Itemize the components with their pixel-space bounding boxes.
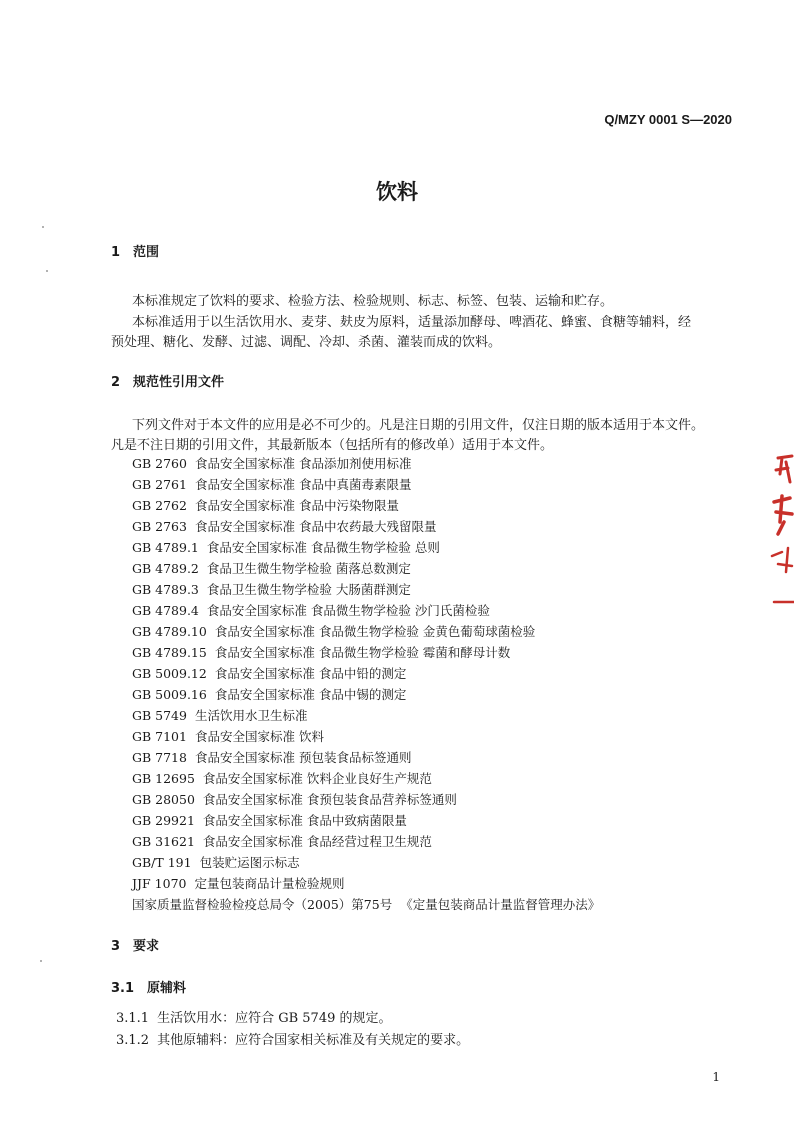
reference-code: GB 12695: [132, 771, 195, 786]
reference-code: GB 4789.15: [132, 645, 207, 660]
reference-title: 食品安全国家标准 食品微生物学检验 沙门氏菌检验: [206, 603, 490, 618]
scan-speck: [40, 960, 42, 962]
reference-title: 食品安全国家标准 食品中真菌毒素限量: [194, 477, 412, 492]
scan-speck: [46, 270, 48, 272]
reference-title: 食品安全国家标准 食品中致病菌限量: [202, 813, 407, 828]
reference-item: [132, 643, 510, 661]
reference-code: 国家质量监督检验检疫总局令（2005）第75号: [132, 897, 393, 912]
reference-item: [132, 559, 411, 577]
reference-code: GB 31621: [132, 834, 195, 849]
section-heading-requirements: 3 要求: [111, 939, 160, 954]
clause-number: 3.1.1: [116, 1011, 150, 1026]
reference-title: 食品安全国家标准 食品中锡的测定: [214, 687, 407, 702]
reference-item: [132, 853, 300, 871]
reference-code: GB 28050: [132, 792, 195, 807]
reference-code: GB 4789.4: [132, 603, 199, 618]
reference-title: 食品安全国家标准 食品微生物学检验 总则: [206, 540, 440, 555]
reference-code: GB/T 191: [132, 855, 192, 870]
reference-item: [132, 685, 406, 703]
clause-number: 3.1.2: [116, 1033, 150, 1048]
reference-item: [132, 622, 535, 640]
reference-code: GB 5749: [132, 708, 187, 723]
normative-intro-line-1: 下列文件对于本文件的应用是必不可少的。凡是注日期的引用文件，仅注日期的版本适用于本文件。: [132, 418, 705, 433]
reference-title: 定量包装商品计量检验规则: [194, 876, 345, 891]
scope-paragraph-1: 本标准规定了饮料的要求、检验方法、检验规则、标志、标签、包装、运输和贮存。: [132, 294, 614, 309]
normative-intro-line-2: 凡是不注日期的引用文件，其最新版本（包括所有的修改单）适用于本文件。: [111, 438, 554, 453]
section-heading-scope: 1 范围: [111, 245, 160, 260]
clause-text: 生活饮用水：应符合 GB 5749 的规定。: [157, 1011, 392, 1026]
reference-code: GB 2763: [132, 519, 187, 534]
reference-title: 生活饮用水卫生标准: [194, 708, 308, 723]
clause-text: 其他原辅料：应符合国家相关标准及有关规定的要求。: [157, 1033, 470, 1048]
reference-item: [132, 811, 407, 829]
reference-item: [132, 790, 457, 808]
reference-title: 包装贮运图示标志: [199, 855, 300, 870]
reference-title: 食品安全国家标准 饮料企业良好生产规范: [202, 771, 432, 786]
reference-item: [132, 538, 440, 556]
reference-title: 食品安全国家标准 食品中农药最大残留限量: [194, 519, 437, 534]
page-number: 1: [712, 1070, 720, 1084]
reference-title: 食品卫生微生物学检验 菌落总数测定: [206, 561, 411, 576]
reference-code: GB 5009.12: [132, 666, 207, 681]
reference-title: 《定量包装商品计量监督管理办法》: [400, 897, 601, 912]
reference-title: 食品安全国家标准 食品微生物学检验 霉菌和酵母计数: [214, 645, 511, 660]
reference-code: GB 7101: [132, 729, 187, 744]
standard-code: Q/MZY 0001 S—2020: [604, 112, 732, 127]
reference-item: [132, 517, 436, 535]
reference-item: [132, 748, 411, 766]
reference-title: 食品安全国家标准 食品经营过程卫生规范: [202, 834, 432, 849]
reference-title: 食品安全国家标准 预包装食品标签通则: [194, 750, 412, 765]
reference-item: [132, 475, 411, 493]
reference-code: GB 4789.10: [132, 624, 207, 639]
reference-item: [132, 601, 490, 619]
reference-item: [132, 832, 432, 850]
reference-code: GB 5009.16: [132, 687, 207, 702]
reference-code: GB 2760: [132, 456, 187, 471]
reference-code: GB 4789.2: [132, 561, 199, 576]
reference-item: [132, 496, 399, 514]
reference-item: [132, 664, 406, 682]
reference-code: GB 29921: [132, 813, 195, 828]
reference-item: [132, 727, 324, 745]
reference-title: 食品安全国家标准 饮料: [194, 729, 324, 744]
reference-item: [132, 454, 411, 472]
seal-stamp-fragment: [768, 452, 794, 612]
reference-item: [132, 706, 307, 724]
clause-item: [116, 1029, 469, 1048]
reference-item: [132, 874, 345, 892]
scope-paragraph-2-line-2: 预处理、糖化、发酵、过滤、调配、冷却、杀菌、灌装而成的饮料。: [111, 335, 502, 350]
reference-code: GB 4789.3: [132, 582, 199, 597]
subsection-heading-raw-materials: 3.1 原辅料: [111, 981, 187, 996]
reference-title: 食品卫生微生物学检验 大肠菌群测定: [206, 582, 411, 597]
reference-item: [132, 769, 432, 787]
reference-code: GB 7718: [132, 750, 187, 765]
reference-title: 食品安全国家标准 食品中污染物限量: [194, 498, 399, 513]
reference-title: 食品安全国家标准 食品中铅的测定: [214, 666, 407, 681]
reference-item: [132, 895, 600, 913]
reference-item: [132, 580, 411, 598]
section-heading-normative: 2 规范性引用文件: [111, 375, 225, 390]
scope-paragraph-2-line-1: 本标准适用于以生活饮用水、麦芽、麸皮为原料，适量添加酵母、啤酒花、蜂蜜、食糖等辅料，经: [132, 315, 692, 330]
document-title: 饮料: [376, 180, 418, 204]
reference-code: GB 2761: [132, 477, 187, 492]
clause-item: [116, 1007, 392, 1026]
reference-title: 食品安全国家标准 食预包装食品营养标签通则: [202, 792, 457, 807]
reference-code: GB 4789.1: [132, 540, 199, 555]
reference-title: 食品安全国家标准 食品微生物学检验 金黄色葡萄球菌检验: [214, 624, 536, 639]
scan-speck: [42, 226, 44, 228]
reference-code: JJF 1070: [132, 876, 187, 891]
reference-title: 食品安全国家标准 食品添加剂使用标准: [194, 456, 412, 471]
reference-code: GB 2762: [132, 498, 187, 513]
